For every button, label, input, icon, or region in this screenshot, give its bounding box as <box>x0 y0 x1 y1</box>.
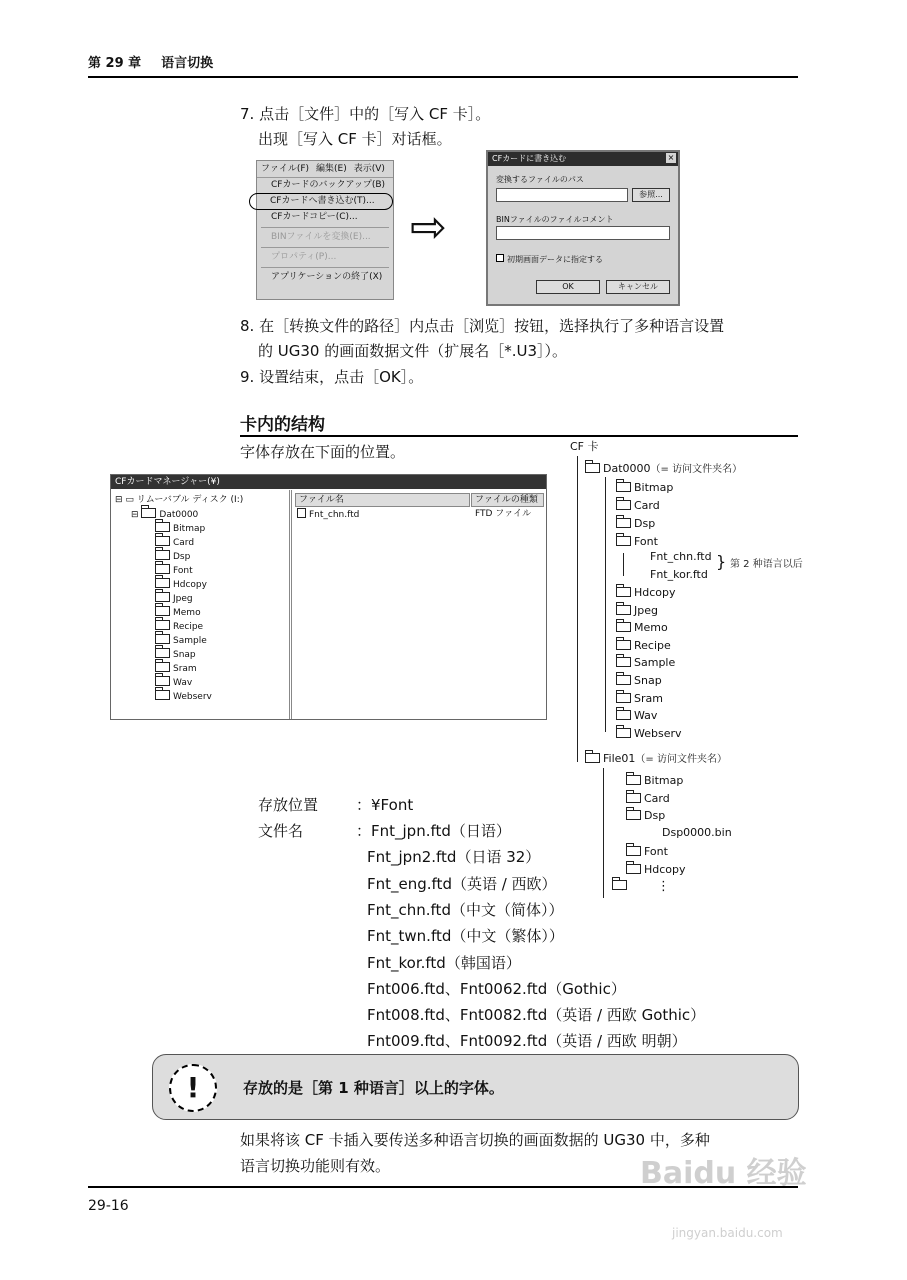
folder-icon <box>626 846 641 856</box>
comment-label: BINファイルのファイルコメント <box>496 215 614 224</box>
file-menu-screenshot <box>256 160 394 300</box>
brace-icon: } <box>716 552 727 571</box>
folder-label: Dsp <box>634 517 656 530</box>
font-file-entry: Fnt_jpn2.ftd（日语 32） <box>367 848 541 867</box>
menu-item-exit[interactable]: アプリケーションの終了(X) <box>271 272 383 282</box>
folder-icon <box>155 620 170 630</box>
section-rule <box>240 435 798 437</box>
tree-folder <box>616 499 660 513</box>
folder-icon <box>612 880 627 890</box>
cancel-button[interactable]: キャンセル <box>606 280 670 294</box>
menu-separator <box>261 247 389 248</box>
checkbox-icon[interactable] <box>496 254 504 262</box>
tree-folder <box>626 809 665 823</box>
note-box <box>152 1054 799 1120</box>
tree-folder <box>616 674 662 688</box>
storage-location-value: ：¥Font <box>356 796 414 814</box>
menu-item-convert-bin: BINファイルを変換(E)... <box>271 232 371 242</box>
step-8-text-cont: 的 UG30 的画面数据文件（扩展名［*.U3］）。 <box>258 342 568 360</box>
step-7-result: 出现［写入 CF 卡］对话框。 <box>258 130 452 148</box>
folder-icon <box>616 500 631 510</box>
tree-folder <box>616 639 671 653</box>
folder-icon <box>155 676 170 686</box>
tree-font-file: Fnt_chn.ftd <box>650 550 712 563</box>
folder-label: Hdcopy <box>634 586 676 599</box>
tree-root-label: CF 卡 <box>570 440 599 453</box>
step-7-text: 7. 点击［文件］中的［写入 CF 卡］。 <box>240 105 491 123</box>
menu-item-copy-cf[interactable]: CFカードコピー(C)... <box>271 212 358 222</box>
root-folder-label: Dat0000 <box>159 510 199 520</box>
folder-icon <box>155 578 170 588</box>
tree-folder <box>626 774 683 788</box>
folder-icon <box>155 564 170 574</box>
folder-icon <box>141 508 156 518</box>
tree-folder <box>616 727 682 741</box>
folder-label: Card <box>634 499 660 512</box>
font-file-entry: Fnt008.ftd、Fnt0082.ftd（英语 / 西欧 Gothic） <box>367 1006 706 1025</box>
file-name: Fnt_chn.ftd <box>309 510 360 520</box>
folder-icon <box>626 775 641 785</box>
tree-more-folder <box>612 879 630 893</box>
folder-label: Recipe <box>173 622 204 632</box>
menu-item-backup[interactable]: CFカードのバックアップ(B) <box>271 180 386 190</box>
tree-folder <box>616 621 668 635</box>
folder-label: Jpeg <box>634 603 658 617</box>
tree-dsp-file: Dsp0000.bin <box>662 826 732 839</box>
path-label: 変換するファイルのパス <box>496 175 584 184</box>
watermark-url: jingyan.baidu.com <box>672 1226 783 1240</box>
browse-button[interactable]: 参照... <box>632 188 670 202</box>
folder-label: Hdcopy <box>644 862 686 876</box>
initial-screen-option[interactable] <box>496 254 603 265</box>
cf-card-manager-window <box>110 474 547 720</box>
tree-file01 <box>585 752 727 766</box>
folder-label: Dsp <box>644 809 666 822</box>
manager-titlebar <box>111 475 546 489</box>
folder-tree-pane <box>111 490 292 719</box>
tree-folder <box>626 845 668 859</box>
dialog-title: CFカードに書き込む <box>492 154 567 163</box>
closing-text-cont: 语言切换功能则有效。 <box>240 1157 391 1175</box>
tree-folder <box>616 481 673 495</box>
folder-icon <box>616 640 631 650</box>
menu-view[interactable]: 表示(V) <box>353 164 385 174</box>
tree-folder <box>626 863 686 877</box>
tree-line <box>603 768 604 898</box>
chapter-title: 语言切换 <box>161 56 214 71</box>
menu-edit[interactable]: 編集(E) <box>316 164 347 174</box>
file-row[interactable] <box>297 508 359 521</box>
folder-icon <box>585 753 600 763</box>
drive-node[interactable]: ⊟ ▭ リムーバブル ディスク (I:) <box>115 495 244 505</box>
menu-file[interactable]: ファイル(F) <box>261 164 310 174</box>
font-file-entry: Fnt_chn.ftd（中文（简体）） <box>367 900 564 919</box>
root-folder-node[interactable]: ⊟ Dat0000 <box>131 510 199 520</box>
folder-label: Wav <box>173 678 193 688</box>
checkbox-label: 初期画面データに指定する <box>507 255 603 264</box>
folder-label: Recipe <box>634 638 671 652</box>
file-list-pane <box>293 490 546 719</box>
folder-icon <box>155 606 170 616</box>
column-header-name[interactable]: ファイル名 <box>295 493 470 507</box>
folder-label: Sram <box>634 691 663 705</box>
folder-icon <box>626 810 641 820</box>
manager-title: CFカードマネージャー(¥) <box>115 477 220 487</box>
font-file-entry: Fnt_twn.ftd（中文（繁体）） <box>367 927 564 946</box>
folder-icon <box>155 550 170 560</box>
tree-folder <box>616 656 675 670</box>
folder-label: Snap <box>634 674 662 687</box>
caution-icon: ! <box>169 1064 217 1112</box>
page-number: 29-16 <box>88 1198 129 1214</box>
tree-line <box>605 477 606 732</box>
folder-label: Sram <box>173 664 197 674</box>
folder-label: Sample <box>173 636 207 646</box>
folder-icon <box>616 518 631 528</box>
folder-icon <box>626 793 641 803</box>
tree-font-file: Fnt_kor.ftd <box>650 568 708 581</box>
folder-icon <box>616 728 631 738</box>
folder-label: Font <box>173 566 193 576</box>
folder-icon <box>155 536 170 546</box>
path-input[interactable] <box>496 188 628 202</box>
folder-icon <box>616 536 631 546</box>
file-type: FTD ファイル <box>475 509 532 519</box>
step-8-text: 8. 在［转换文件的路径］内点击［浏览］按钮，选择执行了多种语言设置 <box>240 317 725 335</box>
tree-dat0000 <box>585 462 742 476</box>
tree-folder <box>616 692 663 706</box>
tree-line <box>577 456 578 762</box>
folder-icon <box>616 657 631 667</box>
column-header-type[interactable]: ファイルの種類 <box>471 493 544 507</box>
drive-icon: ▭ <box>125 495 134 505</box>
folder-icon <box>155 634 170 644</box>
folder-label: Bitmap <box>173 524 206 534</box>
watermark-logo: Baidu 经验 <box>640 1156 807 1191</box>
write-cf-dialog <box>486 150 680 306</box>
folder-label: Card <box>173 538 195 548</box>
folder-icon <box>626 864 641 874</box>
folder-label: Font <box>634 535 658 548</box>
menu-separator <box>261 267 389 268</box>
chapter-number: 第 29 章 <box>88 56 142 71</box>
menu-separator <box>261 227 389 228</box>
folder-label: Webserv <box>173 692 212 702</box>
tree-folder <box>616 535 658 549</box>
folder-icon <box>155 522 170 532</box>
menu-item-properties: プロパティ(P)... <box>271 252 337 262</box>
menu-item-write-cf[interactable]: CFカードへ書き込む(T)... <box>249 193 393 210</box>
dialog-titlebar <box>488 152 678 166</box>
tree-line <box>623 553 624 576</box>
file01-label: File01 <box>603 752 636 765</box>
folder-label: Jpeg <box>173 594 193 604</box>
folder-icon <box>616 693 631 703</box>
folder-icon <box>155 648 170 658</box>
folder-label: Memo <box>173 608 201 618</box>
folder-icon <box>155 592 170 602</box>
ellipsis-icon: ⋮ <box>657 879 670 894</box>
section-intro: 字体存放在下面的位置。 <box>240 443 406 461</box>
tree-folder <box>616 517 655 531</box>
note-text: 存放的是［第 1 种语言］以上的字体。 <box>243 1079 504 1097</box>
folder-icon <box>616 605 631 615</box>
folder-icon <box>155 662 170 672</box>
file01-note: （= 访问文件夹名） <box>635 754 727 765</box>
step-9-text: 9. 设置结束，点击［OK］。 <box>240 368 424 386</box>
folder-label: Webserv <box>634 726 682 740</box>
font-file-entry: Fnt006.ftd、Fnt0062.ftd（Gothic） <box>367 979 626 998</box>
folder-icon <box>616 710 631 720</box>
comment-input[interactable] <box>496 226 670 240</box>
folder-icon <box>585 463 600 473</box>
tree-folder <box>626 792 670 806</box>
section-title: 卡内的结构 <box>240 415 325 435</box>
right-arrow-icon: ⇨ <box>410 202 447 253</box>
tree-folder <box>616 604 658 618</box>
folder-node[interactable] <box>155 690 212 703</box>
tree-folder <box>616 709 657 723</box>
font-file-entry: Fnt009.ftd、Fnt0092.ftd（英语 / 西欧 明朝） <box>367 1032 687 1051</box>
folder-label: Dsp <box>173 552 191 562</box>
font-file-entry: ：Fnt_jpn.ftd（日语） <box>356 822 511 840</box>
chapter-header <box>88 52 213 71</box>
file-name-label: 文件名 <box>258 822 304 840</box>
folder-label: Bitmap <box>634 481 674 494</box>
folder-label: Font <box>644 845 668 858</box>
dat-label: Dat0000 <box>603 462 651 475</box>
menu-bar <box>257 161 393 178</box>
folder-icon <box>155 690 170 700</box>
folder-label: Wav <box>634 709 658 723</box>
folder-icon <box>616 622 631 632</box>
folder-label: Snap <box>173 650 196 660</box>
closing-text: 如果将该 CF 卡插入要传送多种语言切换的画面数据的 UG30 中，多种 <box>240 1131 710 1149</box>
drive-label: リムーバブル ディスク (I:) <box>136 495 244 505</box>
folder-label: Memo <box>634 621 668 635</box>
folder-icon <box>616 482 631 492</box>
folder-label: Sample <box>634 656 676 670</box>
folder-label: Card <box>644 791 670 805</box>
ok-button[interactable]: OK <box>536 280 600 294</box>
file-icon <box>297 508 306 518</box>
folder-label: Bitmap <box>644 774 684 787</box>
header-rule <box>88 76 798 78</box>
folder-label: Hdcopy <box>173 580 207 590</box>
folder-icon <box>616 675 631 685</box>
font-file-entry: Fnt_kor.ftd（韩国语） <box>367 953 521 972</box>
folder-icon <box>616 587 631 597</box>
dat-note: （= 访问文件夹名） <box>650 464 743 475</box>
font-files-note: 第 2 种语言以后 <box>730 559 803 570</box>
storage-location-label: 存放位置 <box>258 796 319 814</box>
font-file-entry: Fnt_eng.ftd（英语 / 西欧） <box>367 874 557 893</box>
tree-folder <box>616 586 676 600</box>
close-icon[interactable]: × <box>667 153 675 162</box>
